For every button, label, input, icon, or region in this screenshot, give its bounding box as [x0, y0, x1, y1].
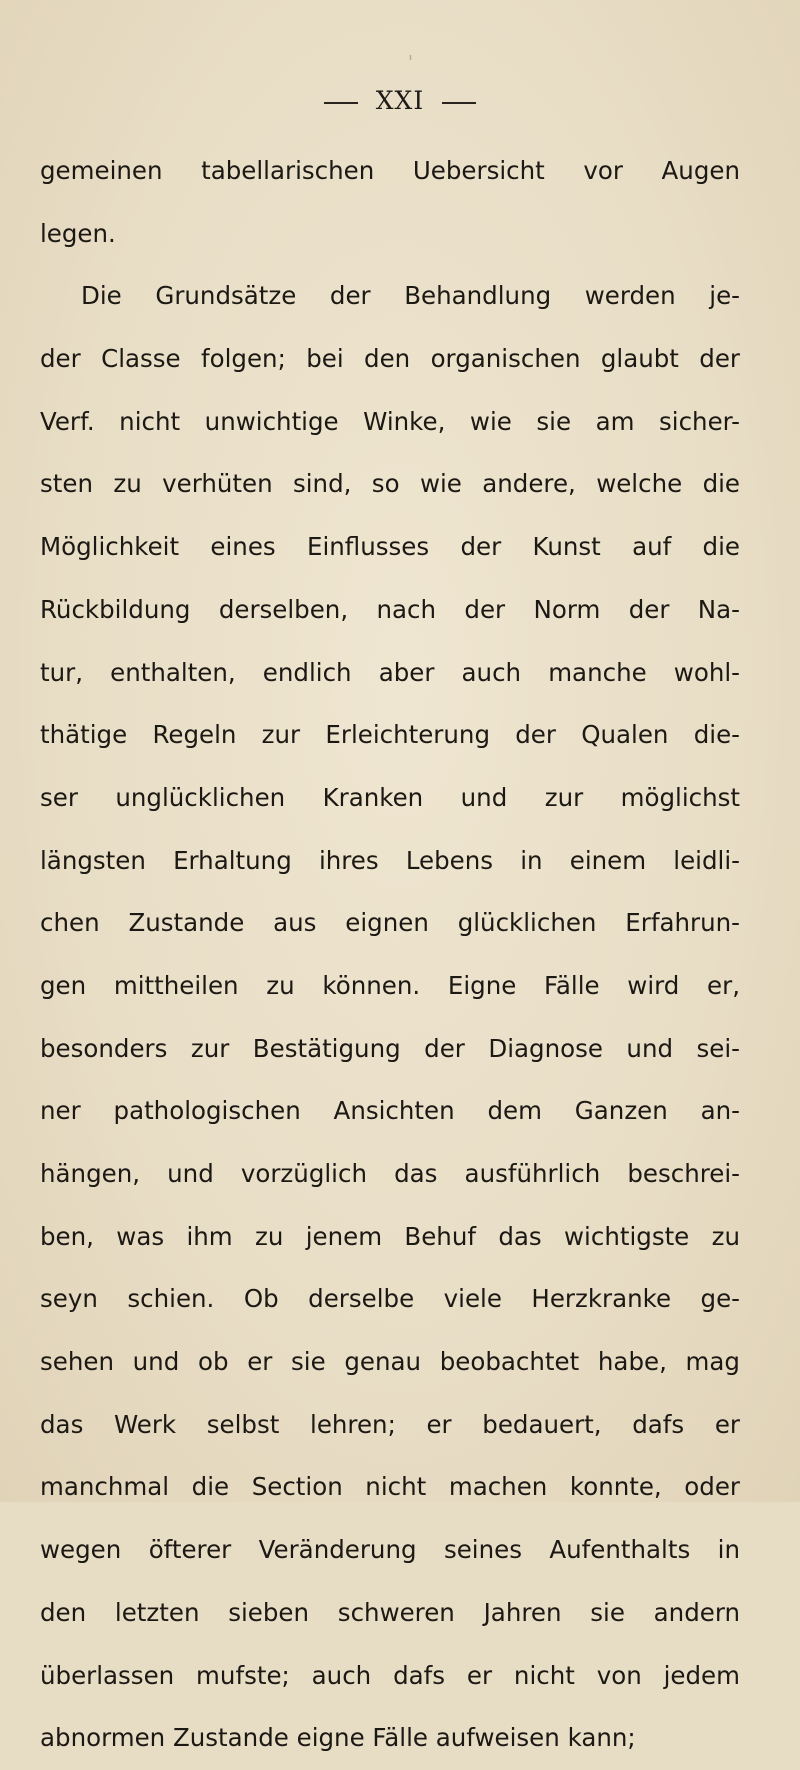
text-line: thätige Regeln zur Erleichterung der Qualen die- — [40, 720, 740, 750]
page-number: XXI — [375, 86, 425, 115]
body-text — [40, 140, 740, 1770]
text-line: ner pathologischen Ansichten dem Ganzen an- — [40, 1096, 740, 1126]
print-speck: ' — [408, 52, 413, 73]
text-line: Die Grundsätze der Behandlung werden je- — [81, 281, 740, 311]
text-line: Rückbildung derselben, nach der Norm der Na- — [40, 594, 740, 624]
header-dash-left — [324, 102, 358, 104]
text-line: hängen, und vorzüglich das ausführlich beschrei- — [40, 1159, 740, 1188]
text-line: längsten Erhaltung ihres Lebens in einem leidli- — [40, 845, 740, 875]
page-header — [0, 86, 800, 115]
text-line: Möglichkeit eines Einflusses der Kunst auf die — [40, 532, 740, 562]
text-line: manchmal die Section nicht machen konnte, oder — [40, 1472, 740, 1502]
text-line: sehen und ob er sie genau beobachtet habe, mag — [40, 1347, 740, 1377]
text-line: ben, was ihm zu jenem Behuf das wichtigste zu — [40, 1221, 740, 1251]
text-line: wegen öfterer Veränderung seines Aufenthalts in — [40, 1535, 740, 1565]
text-line: besonders zur Bestätigung der Diagnose und sei- — [40, 1033, 740, 1063]
text-line: der Classe folgen; bei den organischen glaubt der — [40, 344, 740, 374]
text-line: gen mittheilen zu können. Eigne Fälle wird er, — [40, 970, 740, 1000]
text-line: legen. — [40, 218, 116, 248]
text-line: sten zu verhüten sind, so wie andere, welche die — [40, 469, 740, 499]
text-line: den letzten sieben schweren Jahren sie andern — [40, 1597, 740, 1627]
text-line: ser unglücklichen Kranken und zur möglichst — [40, 782, 740, 812]
text-line: chen Zustande aus eignen glücklichen Erfahrun- — [40, 908, 740, 938]
text-line: abnormen Zustande eigne Fälle aufweisen kann; — [40, 1723, 636, 1753]
text-line: Verf. nicht unwichtige Winke, wie sie am sicher- — [40, 406, 740, 436]
text-line: das Werk selbst lehren; er bedauert, dafs er — [40, 1409, 740, 1439]
header-dash-right — [442, 102, 476, 104]
text-line: seyn schien. Ob derselbe viele Herzkranke ge- — [40, 1284, 740, 1314]
text-line: überlassen mufste; auch dafs er nicht von jedem — [40, 1660, 740, 1690]
text-line: tur, enthalten, endlich aber auch manche wohl- — [40, 657, 740, 687]
text-line: gemeinen tabellarischen Uebersicht vor Augen — [40, 156, 740, 185]
